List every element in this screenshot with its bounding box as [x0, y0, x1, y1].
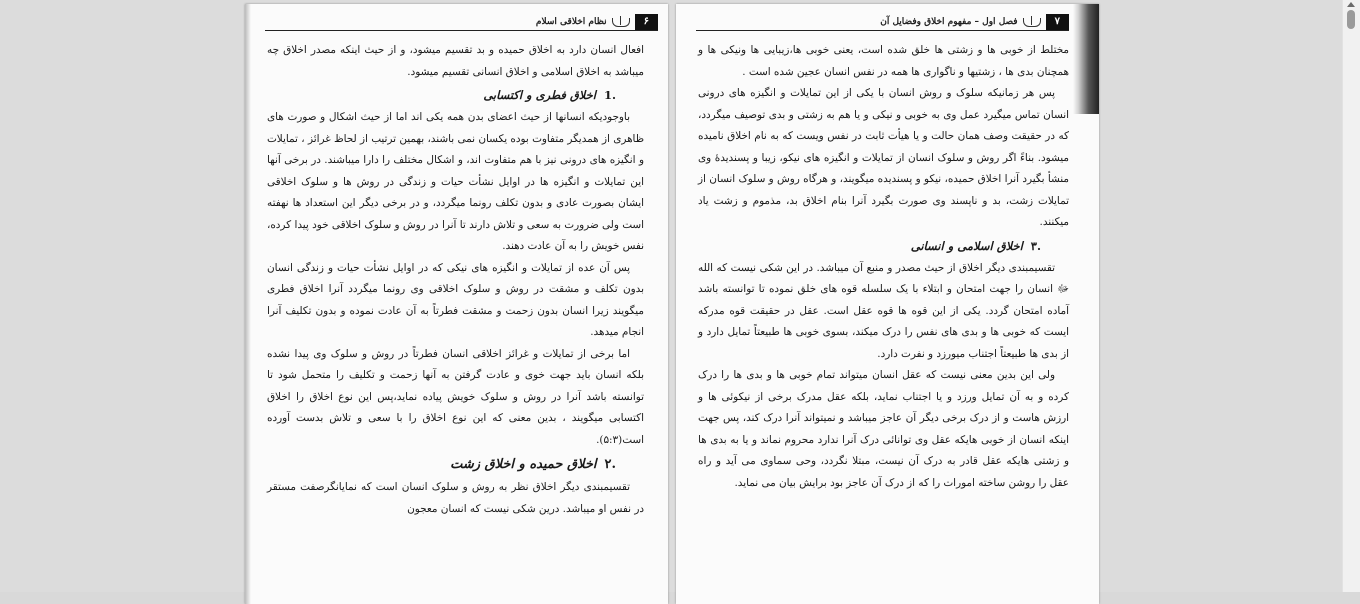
- section-heading: [267, 85, 616, 105]
- paragraph: باوجودیکه انسانها از حیث اعضای بدن همه یکی اند اما از حیث اشکال و صورت های ظاهری از همدیگر متفاوت بوده یکسان نمی باشند، بهمین ترتیب از لحاظ غرائز ، تمایلات و انگیزه های درونی نیز با هم متفاوت اند، و اشکال مختلف را دارا میباشند. در برخی آنها این تمایلات و انگیزه ها در اوایل نشأت حیات و زندگی در روش ها و سلوک اخلاقی ایشان بصورت عادی و بدون تکلف رونما میگردد، و در برخی دیگر این استعداد ها نهفته است ولی ضرورت به سعی و تلاش دارند تا آنرا در روش و سلوک اخلاقی خود پیدا کرده، نفس خویش را به آن عادت دهند.: [267, 111, 644, 252]
- paragraph: اما برخی از تمایلات و غرائز اخلاقی انسان فطرتاً در روش و سلوک وی پیدا نشده بلکه انسان باید جهت خوی و عادت گرفتن به آنها زحمت و تکلیف را متحمل شود تا توانسته باشد آنرا در روش و سلوک خویش پیاده نماید،پس این نوع اخلاق را اخلاق اکتسابی میگویند ، بدین معنی که این نوع اخلاق را با سعی و تلاش بدست آورده است(۵:۳).: [267, 347, 644, 446]
- page-body: [698, 40, 1069, 494]
- section-number: .۳: [1030, 238, 1041, 253]
- page-body: [267, 40, 644, 520]
- page-header: [265, 14, 658, 31]
- page-header: [696, 14, 1069, 31]
- paragraph: تقسیمبندی دیگر اخلاق نظر به روش و سلوک انسان است که نمایانگرصفت مستقر در نفس او میباشد. درین شکی نیست که انسان معجون: [267, 481, 644, 515]
- page-number: ۷: [1054, 16, 1060, 27]
- running-title: فصل اول – مفهوم اخلاق وفضایل آن: [880, 17, 1018, 27]
- book-icon: [612, 18, 630, 27]
- paragraph: مختلط از خوبی ها و زشتی ها خلق شده است، یعنی خوبی ها،زیبایی ها ونیکی ها و همچنان بدی ها ، زشتیها و ناگواری ها همه در نفس انسان عجین شده است .: [698, 44, 1069, 78]
- section-title: اخلاق اسلامی و انسانی: [910, 238, 1023, 253]
- page-6: [245, 4, 668, 604]
- section-title: اخلاق فطری و اکتسابی: [483, 88, 596, 102]
- paragraph: تقسیمبندی دیگر اخلاق از حیث مصدر و منبع آن میباشد. در این شکی نیست که الله ﷻ انسان را جهت امتحان و ابتلاء با یک سلسله قوه های خلق نموده تا توانسته باشد آماده امتحان گردد. یکی از این قوه ها قوه عقل است. عقل در حقیقت قوه مدرکه ایست که خوبی ها و بدی های نفس را درک میکند، بسوی خوبی ها طبیعتاً تمایل دارد و از بدی ها طبیعتاً اجتناب میورزد و نفرت دارد.: [698, 261, 1069, 360]
- page-edge-shadow: [245, 4, 251, 604]
- section-heading: [267, 455, 616, 475]
- section-title: اخلاق حمیده و اخلاق زشت: [450, 457, 597, 472]
- page-7: [676, 4, 1099, 604]
- section-number: .1: [603, 88, 616, 102]
- page-number: ۶: [643, 16, 649, 27]
- scroll-up-arrow-icon[interactable]: [1347, 2, 1355, 7]
- paragraph: پس آن عده از تمایلات و انگیزه های نیکی که در اوایل نشأت حیات و زندگی انسان بدون تکلف و مشقت در روش و سلوک اخلاقی وی رونما میگردد آنرا اخلاق فطری میگویند زیرا انسان بدون زحمت و مشقت فطرتاً به آن عادت نموده و بدون تکلیف آنرا انجام میدهد.: [267, 261, 644, 338]
- page-number-badge: [1046, 14, 1069, 30]
- running-title: نظام اخلاقی اسلام: [535, 17, 607, 27]
- paragraph: ولی این بدین معنی نیست که عقل انسان میتواند تمام خوبی ها و بدی ها را درک کرده و به آن تمایل ورزد و یا اجتناب نماید، بلکه عقل مدرک برخی از نیکوئی ها و ارزش هاست و از درک برخی دیگر آن عاجز میباشد و نمیتواند آنرا درک کند، پس جهت اینکه انسان از خوبی هایکه عقل وی توانائی درک آنرا ندارد محروم نماند و یا به بدی ها و زشتی هایکه عقل قادر به درک آن نیست، مبتلا نگردد، وحی سماوی می آید و راه عقل را روشن ساخته امورات را که از درک آن عاجز بود برایش بیان می نماید.: [698, 369, 1069, 489]
- binding-shadow: [1073, 4, 1099, 114]
- page-number-badge: [635, 14, 658, 30]
- scroll-thumb[interactable]: [1347, 10, 1355, 29]
- paragraph: افعال انسان دارد به اخلاق حمیده و بد تقسیم میشود، و از حیث اینکه مصدر اخلاق چه میباشد به اخلاق اسلامی و اخلاق انسانی تقسیم میشود.: [267, 44, 644, 78]
- book-icon: [1023, 18, 1041, 27]
- vertical-scrollbar[interactable]: [1342, 0, 1360, 592]
- paragraph: پس هر زمانیکه سلوک و روش انسان با یکی از این تمایلات و انگیزه های درونی انسان تماس میگیرد عمل وی به خوبی و نیکی و یا هم به زشتی و بدی توصیف میگردد، که در حقیقت وصف همان حالت و یا هیأت ثابت در نفس ویست که به نام اخلاق نامیده میشود. بناءً اگر روش و سلوک انسان از تمایلات و انگیزه های نیکو، زیبا و پسندیدهٔ وی منشأ بگیرد آنرا اخلاق حمیده، نیکو و پسندیده میگویند، و هرگاه روش و سلوک انسان از تمایلات زشت، بد و ناپسند وی صورت بگیرد آنرا بنام اخلاق بد، مذموم و زشت یاد میکنند.: [698, 87, 1069, 228]
- section-number: .۲: [604, 457, 616, 472]
- section-heading: [698, 236, 1041, 256]
